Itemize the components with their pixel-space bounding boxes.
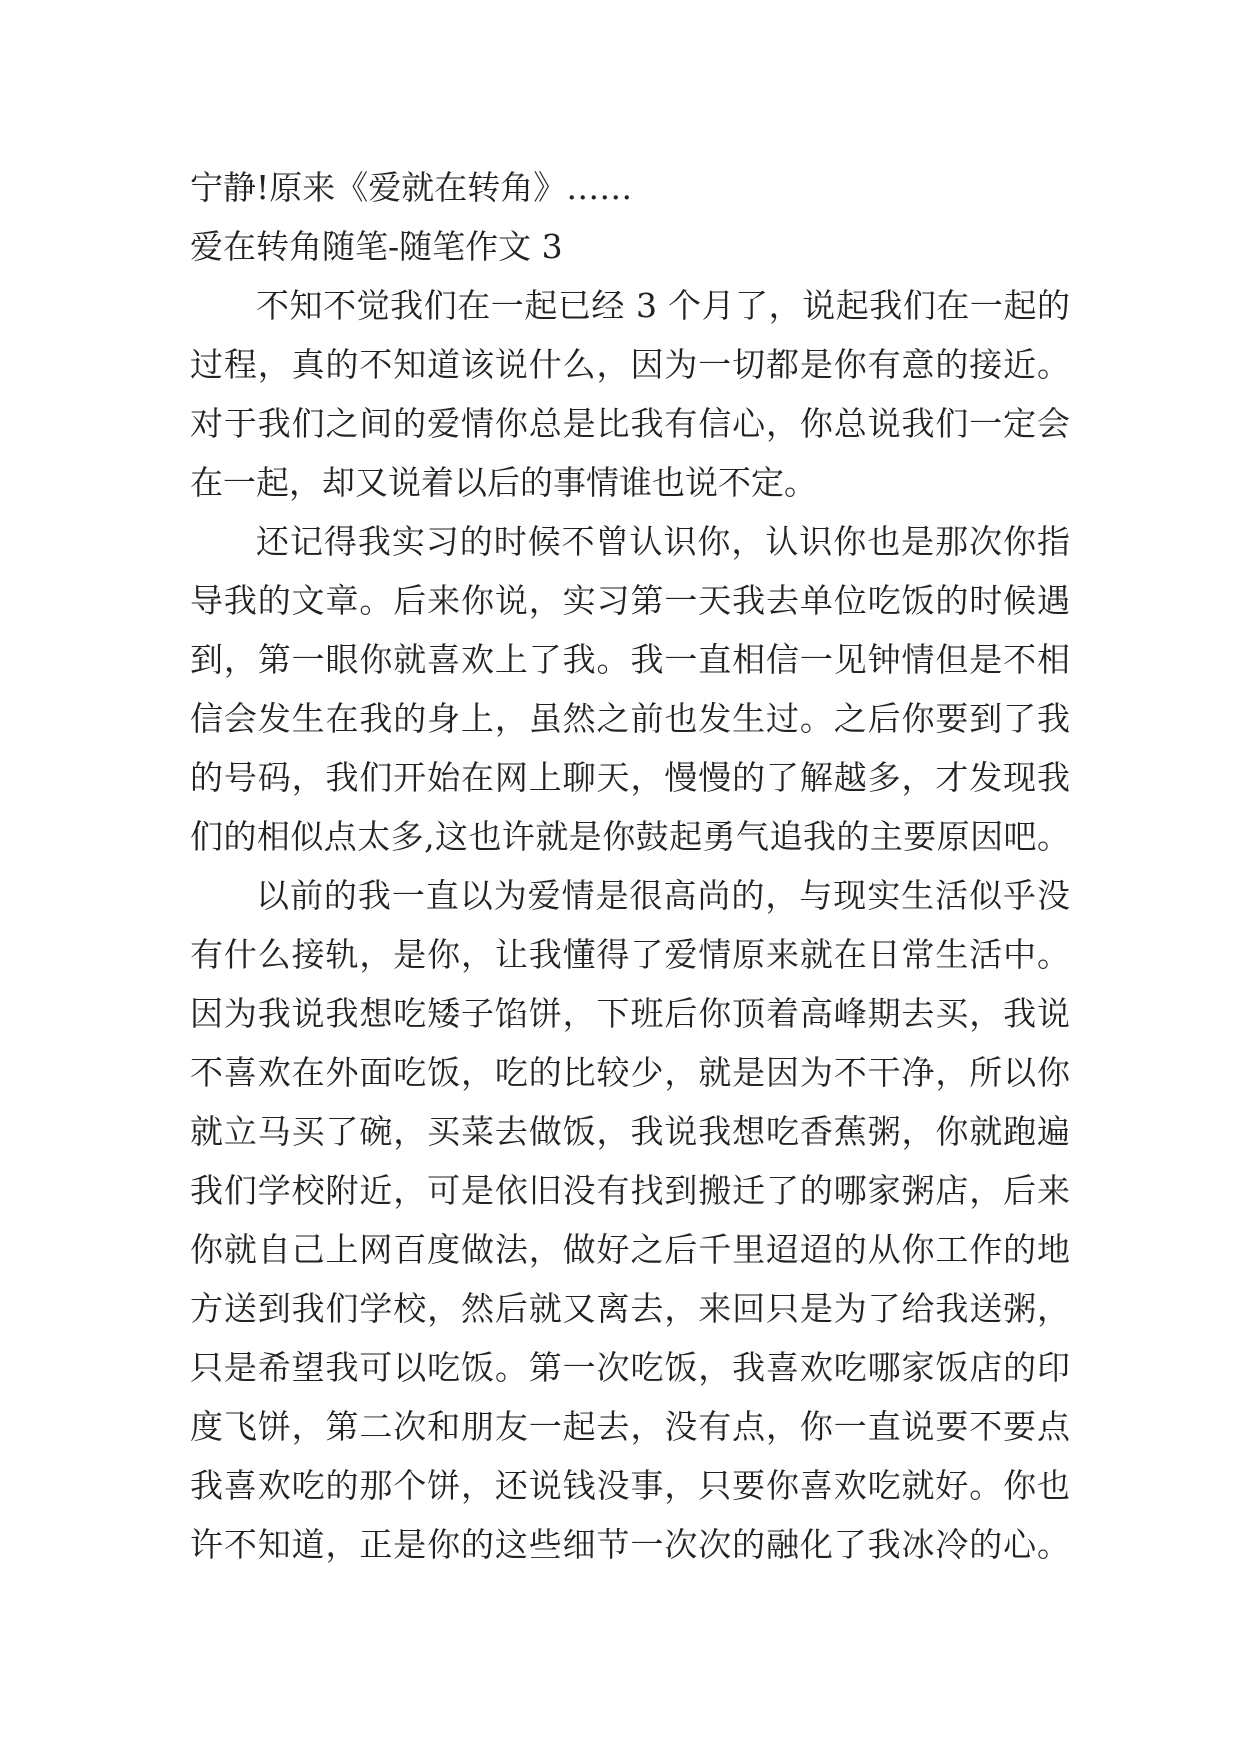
section-title: 爱在转角随笔-随笔作文 3 (190, 227, 563, 266)
paragraph-line: 信会发生在我的身上，虽然之前也发生过。之后你要到了我 (190, 699, 1070, 738)
paragraph-line: 以前的我一直以为爱情是很高尚的，与现实生活似乎没 (256, 876, 1070, 915)
paragraph-line: 度飞饼，第二次和朋友一起去，没有点，你一直说要不要点 (190, 1407, 1070, 1446)
paragraph-3 (190, 866, 1070, 1574)
paragraph-line: 还记得我实习的时候不曾认识你，认识你也是那次你指 (256, 522, 1070, 561)
paragraph-line: 不喜欢在外面吃饭，吃的比较少，就是因为不干净，所以你 (190, 1053, 1070, 1092)
paragraph-line: 不知不觉我们在一起已经 3 个月了，说起我们在一起的 (256, 286, 1070, 325)
paragraph-line: 对于我们之间的爱情你总是比我有信心，你总说我们一定会 (190, 404, 1070, 443)
paragraph-line: 在一起，却又说着以后的事情谁也说不定。 (190, 463, 817, 502)
document-page (190, 158, 1070, 1574)
paragraph-line: 们的相似点太多,这也许就是你鼓起勇气追我的主要原因吧。 (190, 817, 1070, 856)
paragraph-line: 我们学校附近，可是依旧没有找到搬迁了的哪家粥店，后来 (190, 1171, 1070, 1210)
paragraph-1 (190, 276, 1070, 512)
paragraph-line: 你就自己上网百度做法，做好之后千里迢迢的从你工作的地 (190, 1230, 1070, 1269)
paragraph-line: 导我的文章。后来你说，实习第一天我去单位吃饭的时候遇 (190, 581, 1070, 620)
paragraph-line: 过程，真的不知道该说什么，因为一切都是你有意的接近。 (190, 345, 1070, 384)
paragraph-line: 就立马买了碗，买菜去做饭，我说我想吃香蕉粥，你就跑遍 (190, 1112, 1070, 1151)
paragraph-line: 因为我说我想吃矮子馅饼，下班后你顶着高峰期去买，我说 (190, 994, 1070, 1033)
paragraph-line: 方送到我们学校，然后就又离去，来回只是为了给我送粥， (190, 1289, 1070, 1328)
paragraph-line: 有什么接轨，是你，让我懂得了爱情原来就在日常生活中。 (190, 935, 1070, 974)
paragraph-line: 到，第一眼你就喜欢上了我。我一直相信一见钟情但是不相 (190, 640, 1070, 679)
paragraph-line: 只是希望我可以吃饭。第一次吃饭，我喜欢吃哪家饭店的印 (190, 1348, 1070, 1387)
paragraph-2 (190, 512, 1070, 866)
paragraph-line: 许不知道，正是你的这些细节一次次的融化了我冰冷的心。 (190, 1525, 1070, 1564)
paragraph-line: 我喜欢吃的那个饼，还说钱没事，只要你喜欢吃就好。你也 (190, 1466, 1070, 1505)
fragment-line: 宁静!原来《爱就在转角》…… (190, 168, 633, 207)
paragraph-line: 的号码，我们开始在网上聊天，慢慢的了解越多，才发现我 (190, 758, 1070, 797)
